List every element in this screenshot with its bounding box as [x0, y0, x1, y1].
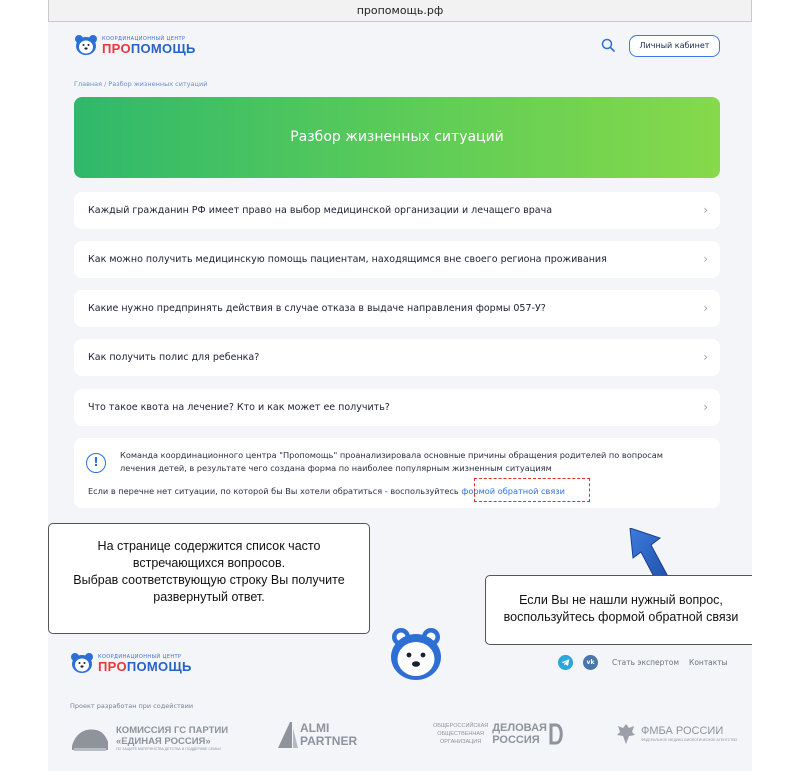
personal-cabinet-button[interactable]: Личный кабинет — [629, 35, 720, 57]
callout-line: Выбрав соответствующую строку Вы получите — [73, 573, 345, 587]
chevron-right-icon: › — [703, 350, 708, 364]
faq-item[interactable] — [74, 339, 720, 376]
bear-logo-icon — [74, 34, 98, 56]
bear-logo-icon — [70, 652, 94, 674]
partner-3-small2: ОБЩЕСТВЕННАЯ — [437, 731, 484, 737]
callout-line: Если Вы не нашли нужный вопрос, — [519, 593, 723, 607]
become-expert-link[interactable]: Стать экспертом — [612, 658, 680, 667]
bear-mascot-icon — [388, 626, 444, 682]
site-header — [48, 22, 752, 72]
search-icon[interactable] — [601, 38, 615, 52]
partner-4-sub: ФЕДЕРАЛЬНОЕ МЕДИКО-БИОЛОГИЧЕСКОЕ АГЕНТСТВО — [641, 738, 738, 742]
chevron-right-icon: › — [703, 400, 708, 414]
partner-fmba[interactable] — [616, 722, 737, 746]
chevron-right-icon: › — [703, 301, 708, 315]
faq-item-label: Как можно получить медицинскую помощь пациентам, находящимся вне своего региона проживания — [88, 254, 607, 265]
logo-subtitle: КООРДИНАЦИОННЫЙ ЦЕНТР — [102, 35, 186, 42]
browser-url-bar[interactable] — [48, 0, 752, 22]
page-title: Разбор жизненных ситуаций — [290, 129, 504, 145]
faq-item-label: Каждый гражданин РФ имеет право на выбор медицинской организации и лечащего врача — [88, 205, 553, 216]
partner-almi[interactable] — [278, 722, 357, 748]
callout-line: встречающихся вопросов. — [132, 556, 286, 570]
feedback-link-highlight — [474, 478, 590, 502]
partner-3-small1: ОБЩЕРОССИЙСКАЯ — [433, 723, 489, 729]
breadcrumb-separator: / — [104, 80, 107, 88]
info-box — [74, 438, 720, 508]
partner-edinaya-rossiya[interactable] — [70, 722, 228, 754]
faq-item[interactable] — [74, 241, 720, 278]
partner-3-big2: РОССИЯ — [492, 734, 540, 746]
faq-item-label: Как получить полис для ребенка? — [88, 352, 260, 363]
breadcrumb-current: Разбор жизненных ситуаций — [108, 80, 208, 88]
partner-4-title: ФМБА РОССИИ — [641, 725, 724, 737]
page — [48, 22, 752, 771]
double-eagle-emblem-icon — [616, 722, 636, 746]
site-logo[interactable] — [74, 34, 196, 56]
chevron-right-icon: › — [703, 252, 708, 266]
chevron-right-icon: › — [703, 203, 708, 217]
faq-item[interactable] — [74, 192, 720, 229]
faq-item[interactable] — [74, 389, 720, 426]
partner-1-line2: «ЕДИНАЯ РОССИЯ» — [116, 735, 211, 747]
faq-item-label: Что такое квота на лечение? Кто и как может ее получить? — [88, 402, 390, 413]
url-text: пропомощь.рф — [356, 4, 444, 17]
page-title-banner — [74, 97, 720, 178]
faq-item[interactable] — [74, 290, 720, 327]
delovaya-d-icon — [549, 723, 565, 745]
breadcrumb-home[interactable]: Главная — [74, 80, 103, 88]
partner-1-line1: КОМИССИЯ ГС ПАРТИИ — [116, 724, 229, 736]
telegram-icon[interactable] — [558, 655, 573, 670]
partner-2-line1: ALMI — [300, 721, 330, 735]
partner-3-small3: ОРГАНИЗАЦИЯ — [440, 739, 482, 745]
footer-logo[interactable] — [70, 652, 192, 674]
vk-icon[interactable]: vk — [583, 655, 598, 670]
info-feedback-prefix: Если в перечне нет ситуации, по которой бы Вы хотели обратиться - воспользуйтесь — [88, 486, 459, 496]
info-text: Команда координационного центра "Пропомощь" проанализировала основные причины обращения родителей по вопросам лечения детей, в результате чего создана форма по наиболее популярным жизненным ситуациям — [120, 450, 663, 473]
logo-wordmark: ПРОПОМОЩЬ — [98, 658, 192, 674]
partner-1-sub: ПО ЗАЩИТЕ МАТЕРИНСТВА ДЕТСТВА И ПОДДЕРЖКЕ СЕМЬИ — [116, 746, 221, 751]
callout-line: воспользуйтесь формой обратной связи — [503, 610, 739, 624]
callout-line: На странице содержится список часто — [97, 539, 321, 553]
exclamation-icon: ! — [86, 453, 106, 473]
partner-3-big1: ДЕЛОВАЯ — [492, 722, 547, 734]
faq-item-label: Какие нужно предпринять действия в случае отказа в выдаче направления формы 057-У? — [88, 303, 546, 314]
callout-feedback-hint — [485, 575, 752, 645]
partners-title: Проект разработан при содействии — [70, 702, 194, 710]
logo-subtitle: КООРДИНАЦИОННЫЙ ЦЕНТР — [98, 653, 182, 660]
logo-wordmark: ПРОПОМОЩЬ — [102, 40, 196, 56]
breadcrumb — [74, 80, 207, 88]
partner-2-line2: PARTNER — [300, 734, 358, 748]
callout-faq-explanation — [48, 523, 370, 634]
contacts-link[interactable]: Контакты — [689, 658, 728, 667]
almi-triangle-icon — [278, 722, 298, 748]
callout-line: развернутый ответ. — [153, 590, 265, 604]
feedback-form-link[interactable]: формой обратной связи — [461, 486, 565, 496]
bear-emblem-icon — [70, 722, 110, 754]
partner-delovaya-rossiya[interactable] — [433, 722, 565, 746]
